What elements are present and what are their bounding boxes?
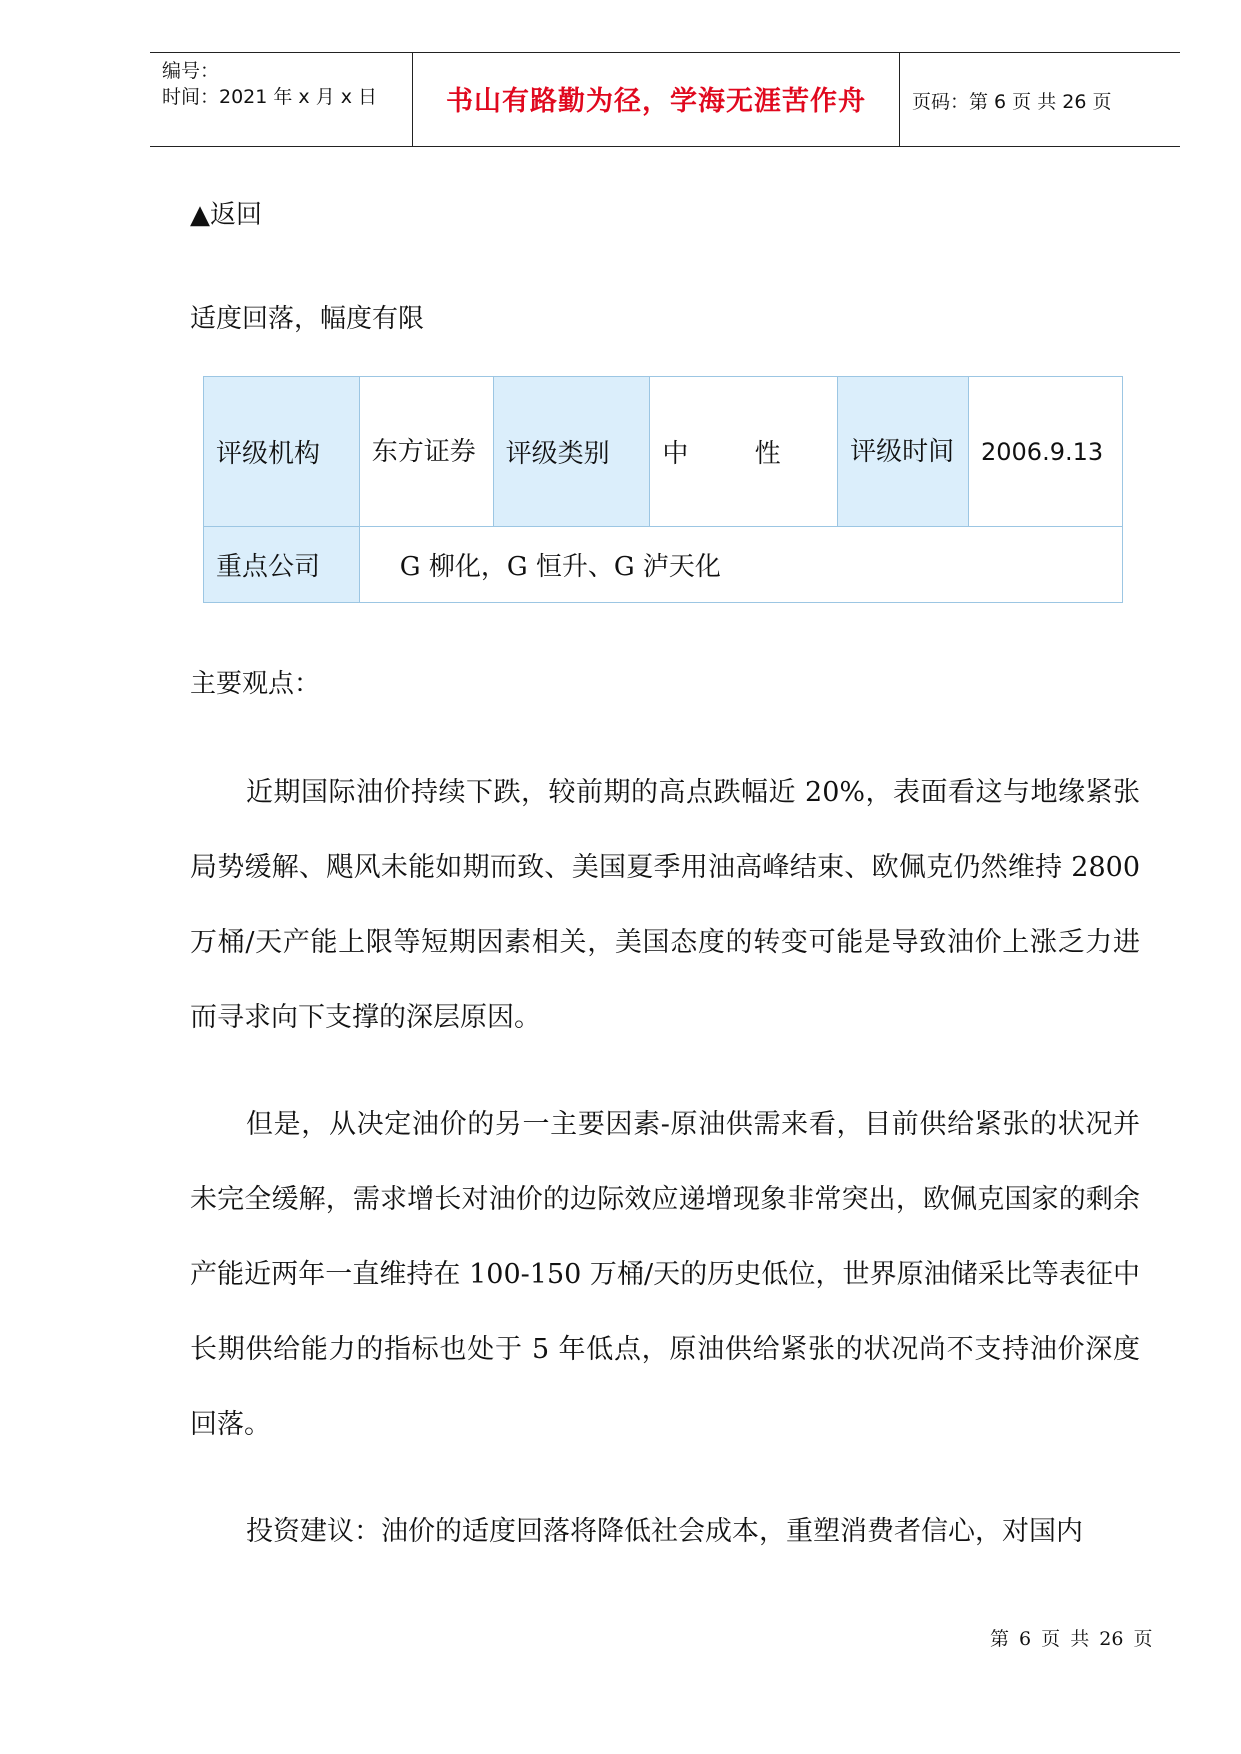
header-page-info: 页码：第 6 页 共 26 页 <box>912 91 1112 113</box>
rating-org-value: 东方证券 <box>359 377 493 527</box>
header-motto: 书山有路勤为径，学海无涯苦作舟 <box>446 86 866 117</box>
header-meta <box>150 53 413 146</box>
rating-type-value: 中 性 <box>650 377 838 527</box>
header-motto-cell <box>413 53 900 146</box>
page-header <box>150 52 1180 147</box>
rating-table <box>203 376 1123 603</box>
paragraph-3: 投资建议：油价的适度回落将降低社会成本，重塑消费者信心，对国内 <box>246 1516 1083 1547</box>
rating-org-label: 评级机构 <box>204 377 360 527</box>
rating-time-value: 2006.9.13 <box>968 377 1122 527</box>
document-date: 时间：2021 年 x 月 x 日 <box>162 86 378 108</box>
page-footer: 第 6 页 共 26 页 <box>990 1628 1153 1650</box>
main-points-heading: 主要观点： <box>190 669 321 699</box>
header-page-cell <box>900 53 1180 146</box>
paragraph-2: 但是，从决定油价的另一主要因素-原油供需来看，目前供给紧张的状况并未完全缓解，需求增长对油价的边际效应递增现象非常突出，欧佩克国家的剩余产能近两年一直维持在 100-150 万桶/天的历史低位，世界原油储采比等表征中长期供给能力的指标也处于 5 年低点，原油供给紧张的状况尚不支持油价深度回落。 <box>190 1109 1140 1440</box>
back-link[interactable]: ▲返回 <box>190 200 262 230</box>
rating-time-label: 评级时间 <box>838 377 969 527</box>
rating-type-label: 评级类别 <box>493 377 650 527</box>
companies-value: G 柳化，G 恒升、G 泸天化 <box>359 527 1122 603</box>
article-title: 适度回落，幅度有限 <box>190 304 425 334</box>
paragraph-1: 近期国际油价持续下跌，较前期的高点跌幅近 20%，表面看这与地缘紧张局势缓解、飓风未能如期而致、美国夏季用油高峰结束、欧佩克仍然维持 2800 万桶/天产能上限等短期因素相关，美国态度的转变可能是导致油价上涨乏力进而寻求向下支撑的深层原因。 <box>190 777 1140 1033</box>
companies-row <box>204 527 1123 603</box>
document-number-label: 编号： <box>162 60 220 82</box>
companies-label: 重点公司 <box>204 527 360 603</box>
rating-row <box>204 377 1123 527</box>
